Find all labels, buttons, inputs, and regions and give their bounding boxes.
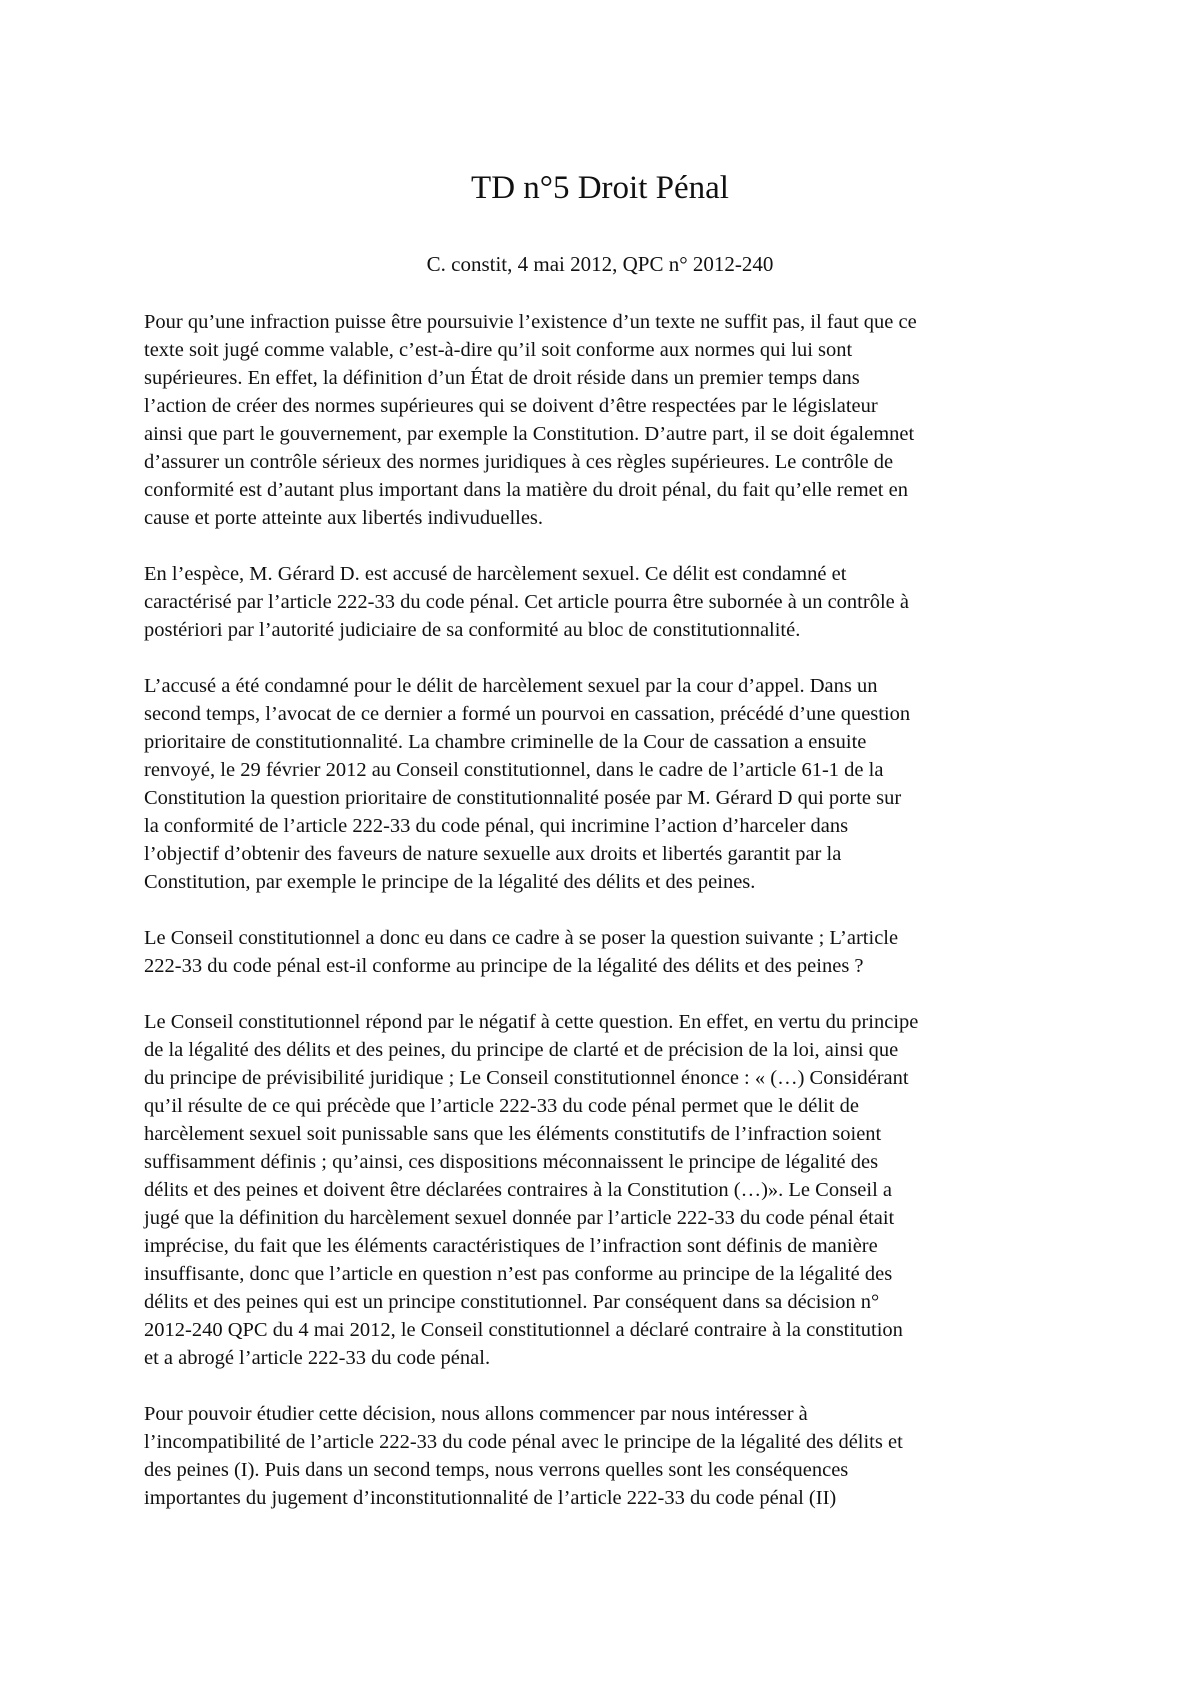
paragraph-1 <box>144 308 1074 532</box>
paragraph-4 <box>144 924 1074 980</box>
text-line: harcèlement sexuel soit punissable sans que les éléments constitutifs de l’infraction soient <box>144 1123 882 1145</box>
text-line: conformité est d’autant plus important dans la matière du droit pénal, du fait qu’elle remet en <box>144 479 908 501</box>
text-line: ainsi que part le gouvernement, par exemple la Constitution. D’autre part, il se doit égalemnet <box>144 423 915 445</box>
text-line: jugé que la définition du harcèlement sexuel donnée par l’article 222-33 du code pénal était <box>144 1207 895 1229</box>
text-line: cause et porte atteinte aux libertés indivuduelles. <box>144 507 544 529</box>
document-subtitle: C. constit, 4 mai 2012, QPC n° 2012-240 <box>426 252 774 276</box>
text-line: texte soit jugé comme valable, c’est-à-dire qu’il soit conforme aux normes qui lui sont <box>144 339 853 361</box>
text-line: délits et des peines et doivent être déclarées contraires à la Constitution (…)». Le Conseil a <box>144 1179 893 1201</box>
text-line: Constitution la question prioritaire de constitutionnalité posée par M. Gérard D qui porte sur <box>144 787 902 809</box>
document-title: TD n°5 Droit Pénal <box>471 170 729 206</box>
text-line: imprécise, du fait que les éléments caractéristiques de l’infraction sont définis de manière <box>144 1235 878 1257</box>
text-line: L’accusé a été condamné pour le délit de harcèlement sexuel par la cour d’appel. Dans un <box>144 675 878 697</box>
text-line: Le Conseil constitutionnel répond par le négatif à cette question. En effet, en vertu du principe <box>144 1011 919 1033</box>
text-line: Pour pouvoir étudier cette décision, nous allons commencer par nous intéresser à <box>144 1403 808 1425</box>
text-line: et a abrogé l’article 222-33 du code pénal. <box>144 1347 491 1369</box>
text-line: supérieures. En effet, la définition d’un État de droit réside dans un premier temps dans <box>144 367 860 389</box>
text-line: délits et des peines qui est un principe constitutionnel. Par conséquent dans sa décision n° <box>144 1291 880 1313</box>
text-line: l’incompatibilité de l’article 222-33 du code pénal avec le principe de la légalité des délits et <box>144 1431 903 1453</box>
text-line: suffisamment définis ; qu’ainsi, ces dispositions méconnaissent le principe de légalité des <box>144 1151 879 1173</box>
text-line: l’action de créer des normes supérieures qui se doivent d’être respectées par le législateur <box>144 395 878 417</box>
text-line: de la légalité des délits et des peines, du principe de clarté et de précision de la loi, ainsi que <box>144 1039 899 1061</box>
paragraph-5 <box>144 1008 1074 1372</box>
text-line: 2012-240 QPC du 4 mai 2012, le Conseil constitutionnel a déclaré contraire à la constitution <box>144 1319 903 1341</box>
text-line: En l’espèce, M. Gérard D. est accusé de harcèlement sexuel. Ce délit est condamné et <box>144 563 847 585</box>
text-line: importantes du jugement d’inconstitutionnalité de l’article 222-33 du code pénal (II) <box>144 1487 837 1509</box>
text-line: Pour qu’une infraction puisse être poursuivie l’existence d’un texte ne suffit pas, il faut que ce <box>144 311 917 333</box>
paragraph-2 <box>144 560 1074 644</box>
text-line: renvoyé, le 29 février 2012 au Conseil constitutionnel, dans le cadre de l’article 61-1 de la <box>144 759 884 781</box>
text-line: 222-33 du code pénal est-il conforme au principe de la légalité des délits et des peines ? <box>144 955 864 977</box>
text-line: la conformité de l’article 222-33 du code pénal, qui incrimine l’action d’harceler dans <box>144 815 849 837</box>
text-line: caractérisé par l’article 222-33 du code pénal. Cet article pourra être subornée à un contrôle à <box>144 591 909 613</box>
text-line: qu’il résulte de ce qui précède que l’article 222-33 du code pénal permet que le délit de <box>144 1095 859 1117</box>
text-line: du principe de prévisibilité juridique ; Le Conseil constitutionnel énonce : « (…) Considérant <box>144 1067 909 1089</box>
paragraph-6 <box>144 1400 1074 1512</box>
text-line: insuffisante, donc que l’article en question n’est pas conforme au principe de la légalité des <box>144 1263 893 1285</box>
paragraph-3 <box>144 672 1074 896</box>
text-line: second temps, l’avocat de ce dernier a formé un pourvoi en cassation, précédé d’une question <box>144 703 911 725</box>
text-line: Le Conseil constitutionnel a donc eu dans ce cadre à se poser la question suivante ; L’article <box>144 927 899 949</box>
text-line: des peines (I). Puis dans un second temps, nous verrons quelles sont les conséquences <box>144 1459 849 1481</box>
text-line: Constitution, par exemple le principe de la légalité des délits et des peines. <box>144 871 756 893</box>
text-line: d’assurer un contrôle sérieux des normes juridiques à ces règles supérieures. Le contrôle de <box>144 451 894 473</box>
text-line: l’objectif d’obtenir des faveurs de nature sexuelle aux droits et libertés garantit par la <box>144 843 842 865</box>
document-body <box>144 308 1074 1540</box>
text-line: prioritaire de constitutionnalité. La chambre criminelle de la Cour de cassation a ensuite <box>144 731 867 753</box>
text-line: postériori par l’autorité judiciaire de sa conformité au bloc de constitutionnalité. <box>144 619 801 641</box>
